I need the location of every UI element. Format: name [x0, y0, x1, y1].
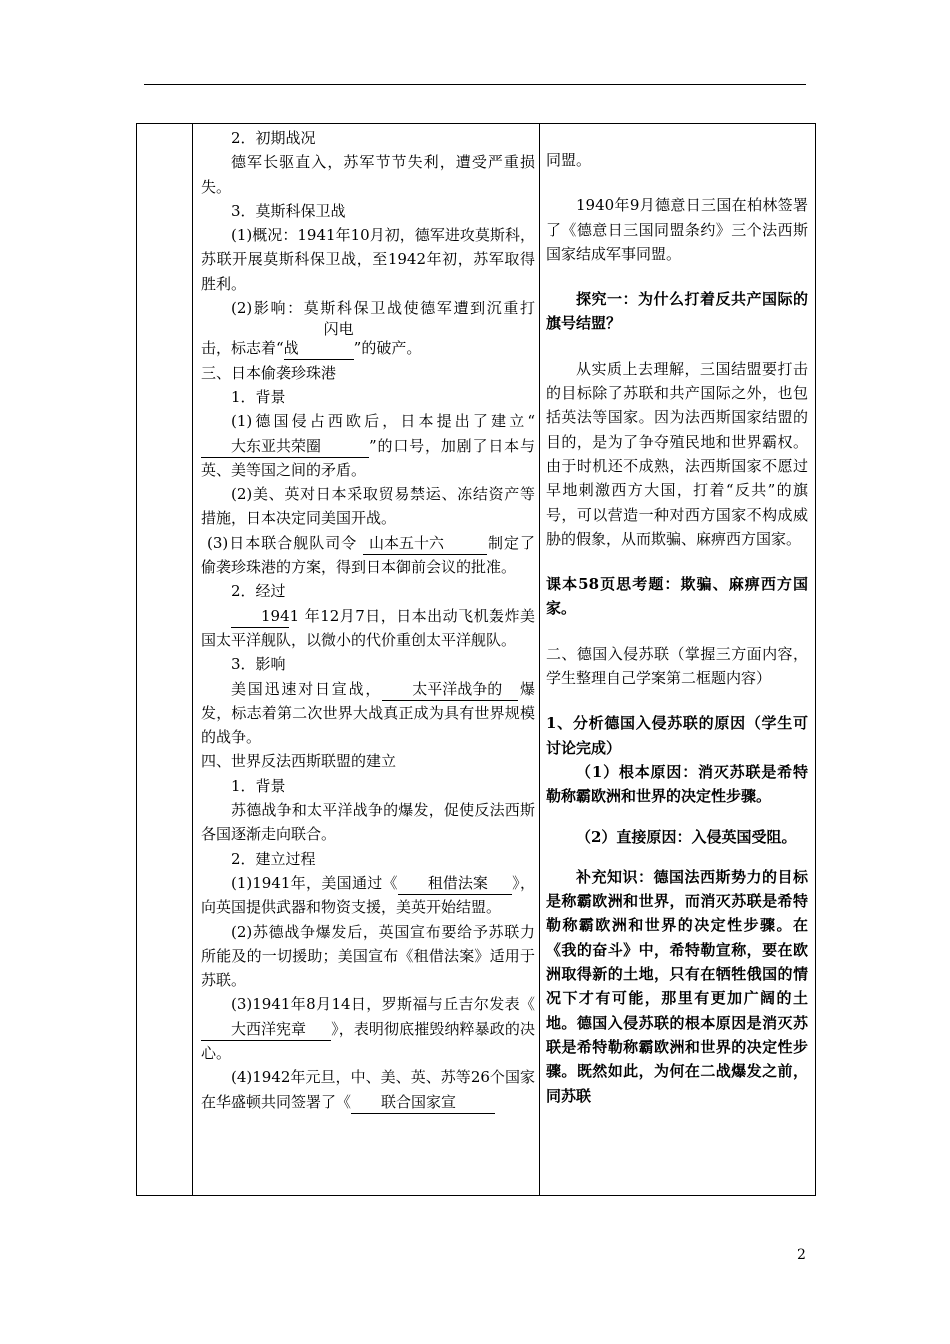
page-number: 2: [797, 1247, 806, 1263]
fill-blank: 山本五十六: [363, 534, 487, 555]
sub-heading: 3．影响: [231, 655, 286, 674]
paragraph: 德军长驱直入，苏军节节失利，遭受严重损失。: [201, 153, 535, 196]
fill-blank: 1941: [231, 607, 289, 628]
paragraph: (3)1941年8月14日，罗斯福与丘吉尔发表《大西洋宪章 》，表明彻底摧毁纳粹暴政的决心。: [201, 995, 535, 1062]
right-column-text: [546, 148, 808, 1108]
fill-blank: 联合国家宣: [351, 1093, 495, 1114]
section-heading: 二、德国入侵苏联（掌握三方面内容，学生整理自己学案第二框题内容）: [546, 644, 808, 688]
fill-blank: 大东亚共荣圈: [201, 437, 369, 458]
paragraph: 美国迅速对日宣战， 太平洋战争的 爆发，标志着第二次世界大战真正成为具有世界规模的战争。: [201, 679, 535, 747]
sub-heading: 2．经过: [231, 582, 286, 601]
heading: 三、日本偷袭珍珠港: [201, 363, 337, 382]
header-rule: [144, 84, 806, 85]
paragraph: (4)1942年元旦，中、美、英、苏等26个国家在华盛顿共同签署了《 联合国家宣: [201, 1065, 535, 1114]
inquiry-question: 探究一：为什么打着反共产国际的旗号结盟？: [546, 290, 808, 333]
section-title: 3．莫斯科保卫战: [231, 201, 346, 220]
paragraph: 1941 年12月7日，日本出动飞机轰炸美国太平洋舰队，以微小的代价重创太平洋舰队。: [201, 606, 535, 649]
sub-heading: 2．建立过程: [231, 849, 316, 868]
paragraph: (3)日本联合舰队司令 山本五十六 制定了偷袭珍珠港的方案，得到日本御前会议的批准。: [201, 533, 535, 577]
paragraph: (2)影响：莫斯科保卫战使德军遭到沉重打击，标志着“闪电战 ”的破产。: [201, 296, 535, 361]
middle-column-text: [201, 126, 535, 1114]
paragraph: (1)概况：1941年10月初，德军进攻莫斯科，苏联开展莫斯科保卫战，至1942年初，苏军取得胜利。: [201, 226, 535, 293]
table-column-empty: [137, 124, 193, 1195]
section-title: 2．初期战况: [231, 129, 316, 147]
direct-cause: （2）直接原因：入侵英国受阻。: [576, 827, 797, 846]
sub-heading: 1．背景: [231, 776, 286, 795]
textbook-note: 课本58页思考题：欺骗、麻痹西方国家。: [546, 575, 808, 618]
root-cause: （1）根本原因：消灭苏联是希特勒称霸欧洲和世界的决定性步骤。: [546, 762, 808, 806]
analysis-title: 1、分析德国入侵苏联的原因（学生可讨论完成）: [546, 714, 808, 757]
fill-blank: 闪电战: [284, 320, 354, 360]
paragraph: (2)苏德战争爆发后，英国宣布要给予苏联力所能及的一切援助；美国宣布《租借法案》适用于苏联。: [201, 922, 535, 990]
paragraph: (1)1941年，美国通过《 租借法案 》，向英国提供武器和物资支援，美英开始结盟。: [201, 873, 535, 917]
paragraph: 1940年9月德意日三国在柏林签署了《德意日三国同盟条约》三个法西斯国家结成军事同盟。: [546, 196, 808, 263]
paragraph: 苏德战争和太平洋战争的爆发，促使反法西斯各国逐渐走向联合。: [201, 801, 535, 844]
paragraph: (2)美、英对日本采取贸易禁运、冻结资产等措施，日本决定同美国开战。: [201, 485, 535, 528]
paragraph: 同盟。: [546, 151, 592, 169]
fill-blank: 大西洋宪章: [201, 1020, 331, 1041]
paragraph: (1)德国侵占西欧后，日本提出了建立“大东亚共荣圈 ”的口号，加剧了日本与英、美等国之间的矛盾。: [201, 412, 535, 479]
fill-blank: 太平洋战争的: [382, 680, 518, 701]
fill-blank: 租借法案: [398, 874, 512, 895]
paragraph: 从实质上去理解，三国结盟要打击的目标除了苏联和共产国际之外，也包括英法等国家。因为法西斯国家结盟的目的，是为了争夺殖民地和世界霸权。由于时机还不成熟，法西斯国家不愿过早地刺激西方大国，打着“反共”的旗号，可以营造一种对西方国家不构成威胁的假象，从而欺骗、麻痹西方国家。: [546, 359, 808, 548]
sub-heading: 1．背景: [231, 387, 286, 406]
heading: 四、世界反法西斯联盟的建立: [201, 752, 397, 771]
supplementary-knowledge: 补充知识：德国法西斯势力的目标是称霸欧洲和世界，而消灭苏联是希特勒称霸欧洲和世界的决定性步骤。在《我的奋斗》中，希特勒宣称，要在欧洲取得新的土地，只有在牺牲俄国的情况下才有可能，那里有更加广阔的土地。德国入侵苏联的根本原因是消灭苏联是希特勒称霸欧洲和世界的决定性步骤。既然如此，为何在二战爆发之前，同苏联: [546, 867, 808, 1105]
